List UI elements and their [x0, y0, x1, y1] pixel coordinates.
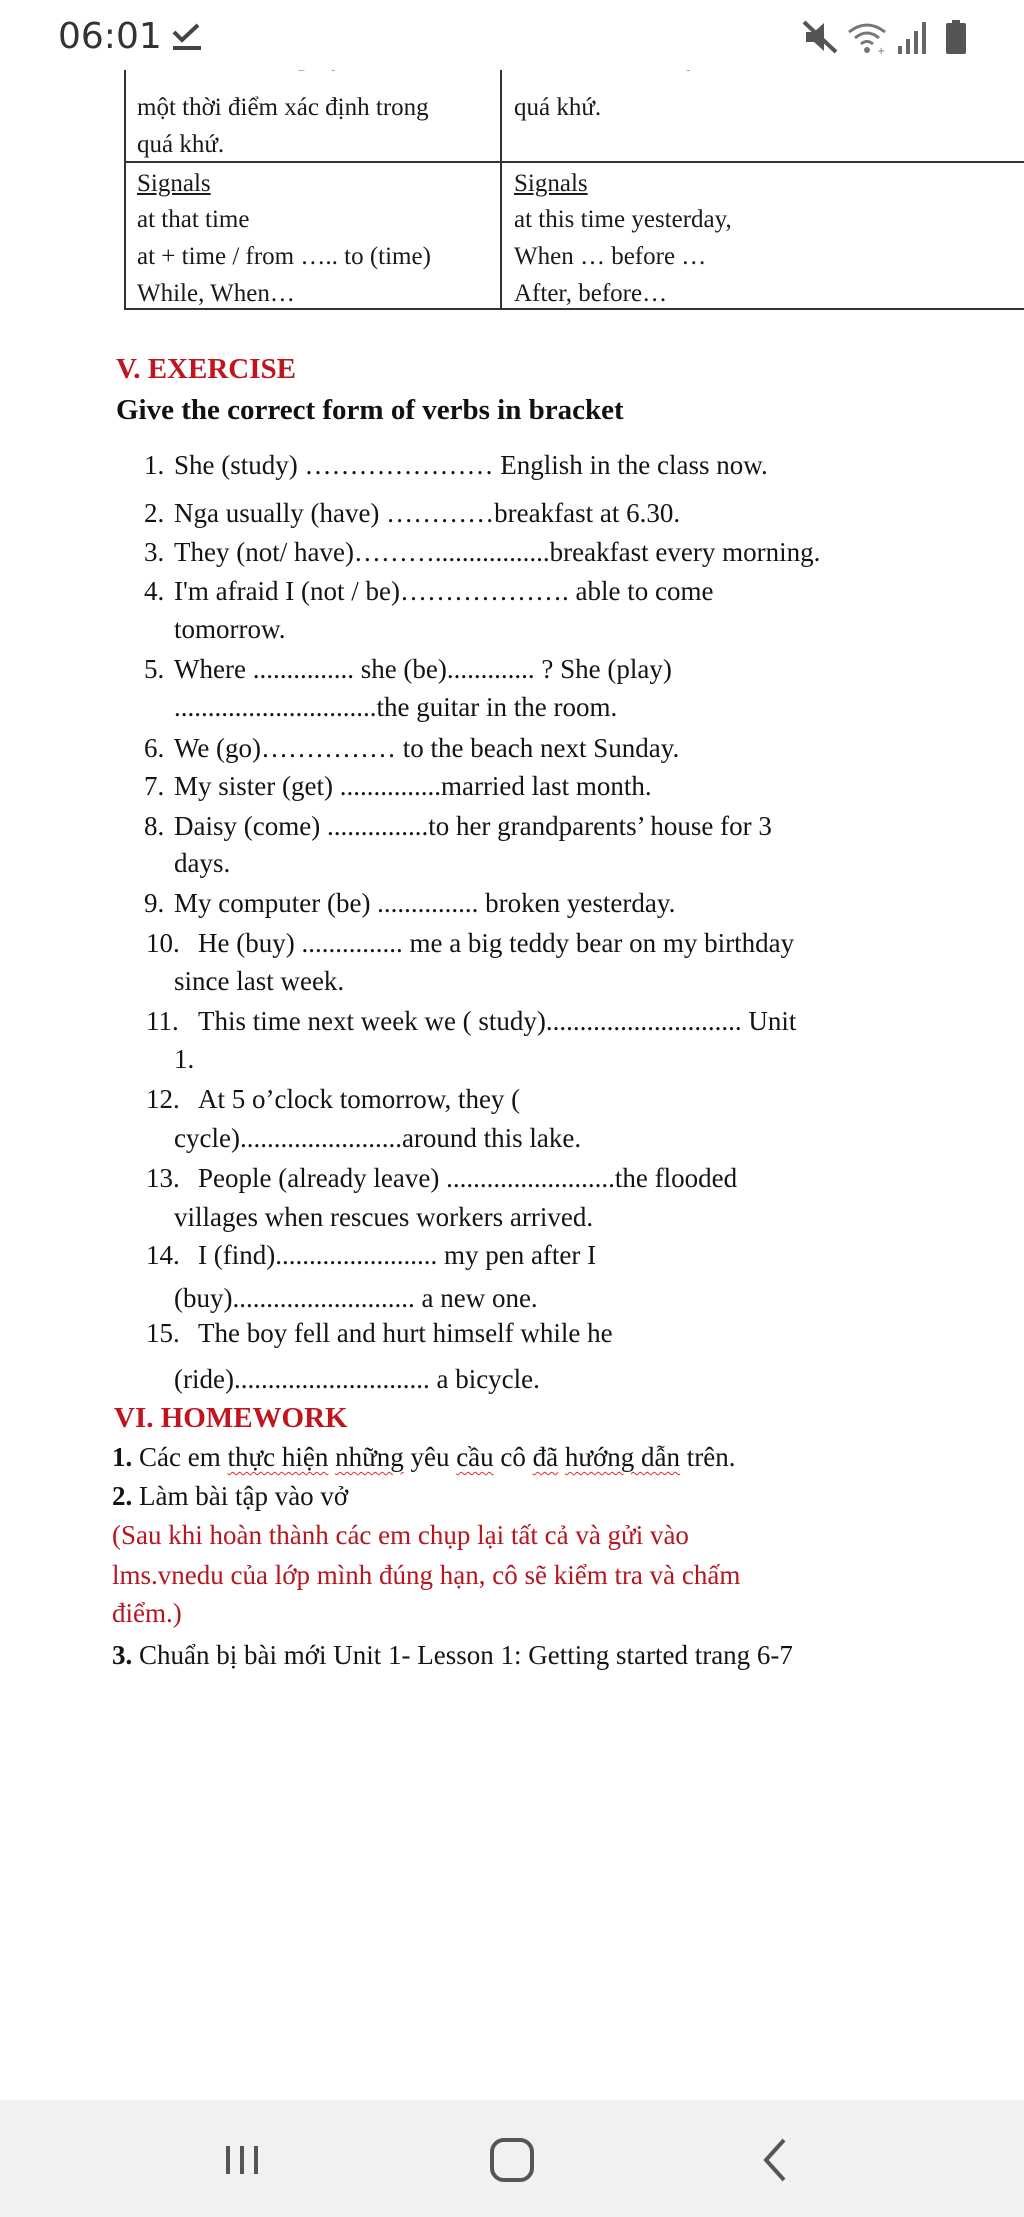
exercise-item-text: My sister (get) ...............married last month.: [174, 771, 652, 801]
table-right-signal: After, before…: [514, 280, 668, 307]
exercise-item-number: 10.: [146, 928, 180, 958]
exercise-item-number: 11.: [146, 1006, 179, 1036]
exercise-item-text: ..............................the guitar in the room.: [174, 692, 618, 722]
table-border-left: [124, 56, 126, 310]
exercise-item-text: cycle)........................around this lake.: [174, 1123, 582, 1153]
svg-text:+: +: [877, 46, 886, 56]
exercise-item-text: He (buy) ............... me a big teddy bear on my birthday: [198, 928, 795, 958]
table-left-signal: While, When…: [137, 280, 295, 307]
exercise-item-number: 14.: [146, 1240, 180, 1270]
mute-icon: [800, 18, 840, 56]
exercise-item-number: 8.: [144, 811, 165, 841]
table-row-divider: [124, 161, 1024, 163]
spellcheck-word: những: [335, 1442, 404, 1472]
exercise-item-text: I (find)........................ my pen after I: [198, 1240, 597, 1270]
exercise-item-text: The boy fell and hurt himself while he: [198, 1318, 613, 1348]
spellcheck-word: hướng dẫn: [564, 1442, 681, 1472]
table-right-signal: When … before …: [514, 243, 707, 270]
exercise-item-text: villages when rescues workers arrived.: [174, 1202, 594, 1232]
exercise-item-number: 2.: [144, 498, 165, 528]
homework-item-number: 2.: [112, 1481, 133, 1511]
battery-icon: [944, 18, 968, 56]
homework-note-line: lms.vnedu của lớp mình đúng hạn, cô sẽ kiểm tra và chấm: [112, 1560, 741, 1590]
exercise-heading: V. EXERCISE: [116, 353, 296, 385]
home-button[interactable]: [482, 2132, 542, 2188]
exercise-item-text: People (already leave) .........................the flooded: [198, 1163, 738, 1193]
wifi-icon: [845, 18, 889, 56]
exercise-item-text: tomorrow.: [174, 614, 286, 644]
homework-text: Làm bài tập vào vở: [139, 1481, 349, 1511]
exercise-item-text: Where ............... she (be)............. ? She (play): [174, 654, 672, 684]
homework-item-number: 1.: [112, 1442, 133, 1472]
homework-note-line: điểm.): [112, 1598, 182, 1628]
exercise-item-number: 3.: [144, 537, 165, 567]
status-time: 06:01: [58, 16, 162, 57]
table-left-desc-line3: quá khứ.: [137, 131, 225, 158]
homework-text: trên.: [680, 1442, 736, 1472]
homework-heading: VI. HOMEWORK: [114, 1402, 348, 1434]
exercise-item-number: 6.: [144, 733, 165, 763]
exercise-item-text: (buy)........................... a new one.: [174, 1283, 538, 1313]
homework-text: yêu: [403, 1442, 457, 1472]
exercise-item-text: since last week.: [174, 966, 345, 996]
exercise-item-number: 12.: [146, 1084, 180, 1114]
exercise-item-text: She (study) ………………… English in the class now.: [174, 450, 768, 480]
signal-icon: [896, 18, 932, 56]
homework-note-line: (Sau khi hoàn thành các em chụp lại tất cả và gửi vào: [112, 1520, 689, 1550]
exercise-item-text: days.: [174, 848, 231, 878]
exercise-item-text: Nga usually (have) …………breakfast at 6.30.: [174, 498, 681, 528]
exercise-item-text: This time next week we ( study)............................. Unit: [198, 1006, 797, 1036]
exercise-item-number: 15.: [146, 1318, 180, 1348]
homework-item-number: 3.: [112, 1640, 133, 1670]
exercise-item-number: 5.: [144, 654, 165, 684]
homework-item-1: [112, 1442, 736, 1473]
table-right-signal: at this time yesterday,: [514, 206, 732, 233]
exercise-instruction: Give the correct form of verbs in bracket: [116, 394, 624, 426]
homework-item-2: [112, 1481, 348, 1512]
exercise-item-text: Daisy (come) ...............to her grandparents’ house for 3: [174, 811, 772, 841]
spellcheck-word: cầu: [456, 1442, 494, 1472]
homework-text: Các em: [139, 1442, 228, 1472]
exercise-item-number: 13.: [146, 1163, 180, 1193]
exercise-item-text: They (not/ have)……….................breakfast every morning.: [174, 537, 821, 567]
status-bar: [0, 0, 1024, 70]
exercise-item-text: We (go)…………… to the beach next Sunday.: [174, 733, 680, 763]
exercise-item-text: At 5 o’clock tomorrow, they (: [198, 1084, 521, 1114]
spellcheck-word: đã: [532, 1442, 559, 1472]
table-left-desc-line2: một thời điểm xác định trong: [137, 94, 429, 121]
exercise-item-text: I'm afraid I (not / be)………………. able to come: [174, 576, 714, 606]
exercise-item-number: 4.: [144, 576, 165, 606]
homework-text: cô: [493, 1442, 533, 1472]
table-left-signal: at + time / from ….. to (time): [137, 243, 431, 270]
exercise-item-number: 1.: [144, 450, 165, 480]
navigation-bar: [0, 2100, 1024, 2217]
table-right-desc-line2: quá khứ.: [514, 94, 602, 121]
recent-apps-button[interactable]: [212, 2132, 272, 2188]
table-border-middle: [500, 56, 502, 310]
table-right-signals-header: Signals: [514, 170, 588, 197]
homework-text: Chuẩn bị bài mới Unit 1- Lesson 1: Getting started trang 6-7: [139, 1640, 793, 1670]
exercise-item-number: 7.: [144, 771, 165, 801]
exercise-item-text: (ride)............................. a bicycle.: [174, 1364, 540, 1394]
table-left-signal: at that time: [137, 206, 250, 233]
table-left-signals-header: Signals: [137, 170, 211, 197]
exercise-item-number: 9.: [144, 888, 165, 918]
exercise-item-text: 1.: [174, 1044, 195, 1074]
homework-text: [558, 1442, 565, 1472]
exercise-item-text: My computer (be) ............... broken yesterday.: [174, 888, 676, 918]
spellcheck-word: thực hiện: [227, 1442, 329, 1472]
back-button[interactable]: [746, 2132, 806, 2188]
homework-item-3: [112, 1640, 793, 1671]
download-done-icon: [170, 20, 204, 54]
